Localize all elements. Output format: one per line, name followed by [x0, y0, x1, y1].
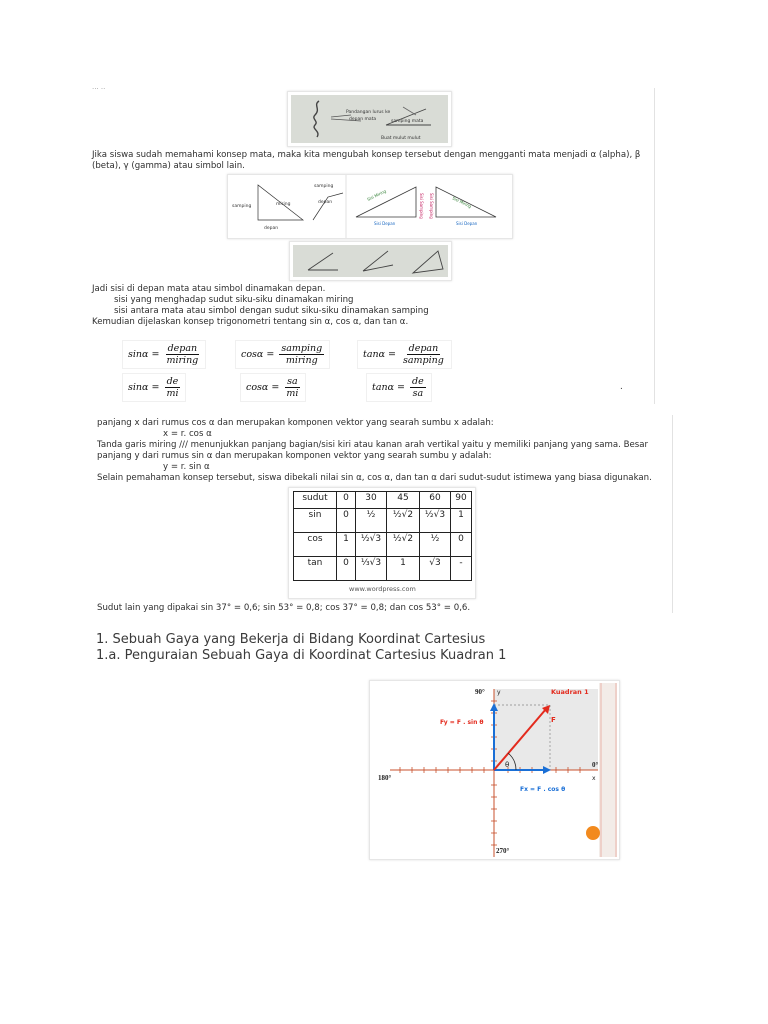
table-cell: ⅓√3 — [356, 557, 387, 581]
table-cell: ½√2 — [387, 533, 420, 557]
svg-text:Sisi Samping: Sisi Samping — [419, 193, 424, 219]
label-270: 270° — [496, 847, 510, 855]
triangle-diagram — [227, 174, 513, 239]
formula-x: x = r. cos α — [163, 429, 212, 439]
table-cell: ½√2 — [387, 509, 420, 533]
paragraph-line: Kemudian dijelaskan konsep trigonometri tentang sin α, cos α, dan tan α. — [92, 317, 409, 327]
theta-label: θ — [505, 761, 510, 769]
svg-text:depan mata: depan mata — [349, 117, 377, 122]
table-cell: 1 — [337, 533, 356, 557]
table-cell: 1 — [451, 509, 472, 533]
paragraph-line: Jika siswa sudah memahami konsep mata, maka kita mengubah konsep tersebut dengan mengganti mata menjadi α (alpha), β — [92, 150, 641, 160]
paragraph-line: panjang y dari rumus sin α dan merupakan komponen vektor yang searah sumbu y adalah: — [97, 451, 492, 461]
paragraph-line: Tanda garis miring /// menunjukkan panjang bagian/sisi kiri atau kanan arah vertikal yaitu y memiliki panjang yang sama. Besar — [97, 440, 649, 450]
table-cell: cos — [294, 533, 337, 557]
table-row — [294, 509, 472, 533]
f-label: F — [551, 716, 556, 724]
cartesian-svg — [370, 681, 619, 859]
formula-y: y = r. sin α — [163, 462, 210, 472]
trig-table — [293, 491, 472, 581]
table-cell: ½√3 — [420, 509, 451, 533]
svg-text:Sisi Miring: Sisi Miring — [451, 195, 473, 209]
svg-text:depan: depan — [318, 200, 333, 205]
table-cell: 1 — [387, 557, 420, 581]
label-x: x — [592, 775, 596, 782]
table-cell: 0 — [337, 557, 356, 581]
table-cell: ½ — [420, 533, 451, 557]
svg-text:miring: miring — [276, 202, 291, 207]
label-y: y — [497, 689, 501, 696]
svg-text:Sisi Depan: Sisi Depan — [374, 221, 396, 226]
table-cell: 0 — [451, 533, 472, 557]
table-cell: tan — [294, 557, 337, 581]
table-header-cell: 0 — [337, 492, 356, 509]
svg-text:Pandangan lurus ke: Pandangan lurus ke — [346, 110, 391, 115]
angle-sketch-image — [289, 241, 452, 281]
table-credit: www.wordpress.com — [349, 585, 416, 593]
formula-sin: sinα = $\frac{\text{depan}}{\text{miring}}$ — [122, 340, 206, 369]
label-90: 90° — [475, 688, 485, 696]
table-row — [294, 557, 472, 581]
section-heading: 1. Sebuah Gaya yang Bekerja di Bidang Koordinat Cartesius — [96, 632, 486, 647]
paragraph-line: sisi yang menghadap sudut siku-siku dinamakan miring — [114, 295, 354, 305]
svg-text:Buat mulut mulut: Buat mulut mulut — [381, 136, 421, 141]
svg-text:Sisi Depan: Sisi Depan — [456, 221, 478, 226]
table-header-cell: sudut — [294, 492, 337, 509]
svg-text:depan: depan — [264, 226, 279, 231]
column-divider — [654, 88, 655, 404]
svg-text:Sisi Samping: Sisi Samping — [429, 193, 434, 219]
table-cell: 0 — [337, 509, 356, 533]
paragraph-line: sisi antara mata atau simbol dengan sudut siku-siku dinamakan samping — [114, 306, 429, 316]
column-divider — [672, 415, 673, 613]
quadrant-1-area — [494, 689, 598, 770]
formula-tan: tanα = $\frac{\text{depan}}{\text{samping}}$ — [357, 340, 452, 369]
label-0: 0° — [592, 761, 599, 769]
paragraph-line: Sudut lain yang dipakai sin 37° = 0,6; sin 53° = 0,8; cos 37° = 0,8; dan cos 53° = 0,6. — [97, 603, 471, 613]
paragraph-line: panjang x dari rumus cos α dan merupakan komponen vektor yang searah sumbu x adalah: — [97, 418, 494, 428]
formula-sin-short: sinα = $\frac{de}{mi}$ — [122, 373, 186, 402]
table-header-cell: 30 — [356, 492, 387, 509]
svg-text:samping: samping — [314, 184, 334, 189]
stray-dot: . — [620, 382, 623, 392]
orange-dot — [586, 826, 600, 840]
table-cell: ½ — [356, 509, 387, 533]
paragraph-line: Selain pemahaman konsep tersebut, siswa dibekali nilai sin α, cos α, dan tan α dari sudut-sudut istimewa yang biasa digunakan. — [97, 473, 652, 483]
fx-label: Fx = F . cos θ — [520, 786, 566, 793]
table-cell: √3 — [420, 557, 451, 581]
trig-table-image — [288, 487, 476, 599]
paragraph-line: (beta), γ (gamma) atau simbol lain. — [92, 161, 245, 171]
subsection-heading: 1.a. Penguraian Sebuah Gaya di Koordinat Cartesius Kuadran 1 — [96, 648, 507, 663]
label-180: 180° — [378, 774, 392, 782]
formula-cos: cosα = $\frac{\text{samping}}{\text{miring}}$ — [235, 340, 330, 369]
paragraph-line: Jadi sisi di depan mata atau simbol dinamakan depan. — [92, 284, 326, 294]
top-fragment: ... .. — [92, 83, 106, 91]
face-sketch-image — [287, 91, 452, 147]
table-cell: - — [451, 557, 472, 581]
fy-label: Fy = F . sin θ — [440, 719, 484, 726]
table-header-row — [294, 492, 472, 509]
svg-text:samping mata: samping mata — [391, 119, 424, 124]
table-header-cell: 90 — [451, 492, 472, 509]
cartesian-diagram — [369, 680, 620, 860]
svg-text:Sisi Miring: Sisi Miring — [366, 188, 387, 202]
table-cell: sin — [294, 509, 337, 533]
table-row — [294, 533, 472, 557]
formula-cos-short: cosα = $\frac{sa}{mi}$ — [240, 373, 306, 402]
table-header-cell: 45 — [387, 492, 420, 509]
formula-tan-short: tanα = $\frac{de}{sa}$ — [366, 373, 432, 402]
table-cell: ½√3 — [356, 533, 387, 557]
quadrant-label: Kuadran 1 — [551, 688, 589, 696]
table-header-cell: 60 — [420, 492, 451, 509]
svg-text:samping: samping — [232, 204, 252, 209]
